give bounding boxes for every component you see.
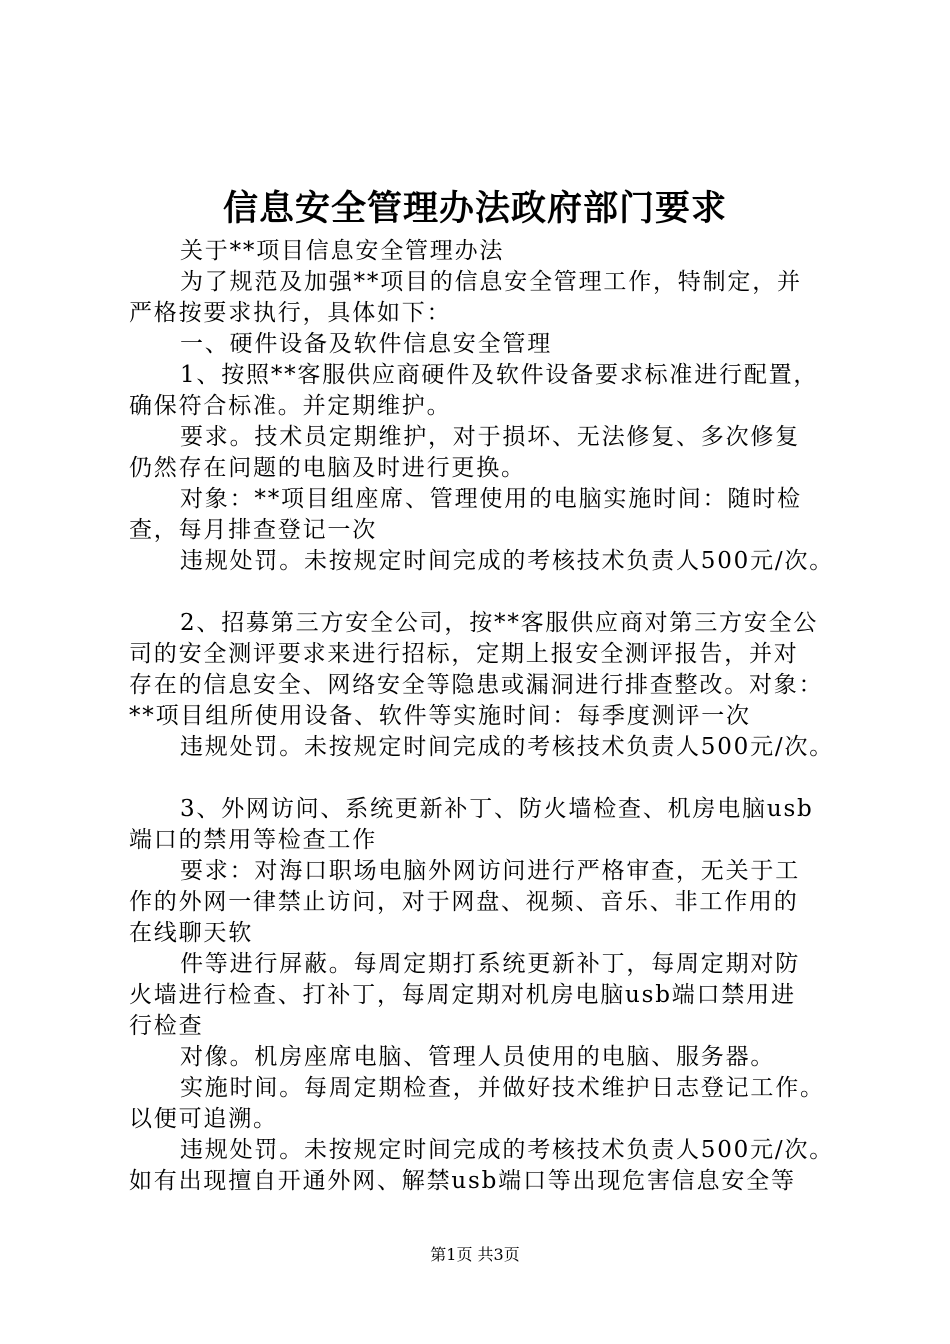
body-line: 违规处罚。未按规定时间完成的考核技术负责人500元/次。 bbox=[180, 1137, 835, 1163]
body-line: 如有出现擅自开通外网、解禁usb端口等出现危害信息安全等 bbox=[129, 1168, 796, 1194]
body-line: 关于**项目信息安全管理办法 bbox=[180, 238, 505, 264]
body-line: 要求：对海口职场电脑外网访问进行严格审查，无关于工 bbox=[180, 858, 800, 884]
body-line: 存在的信息安全、网络安全等隐患或漏洞进行排查整改。对象： bbox=[129, 672, 824, 698]
body-line: 为了规范及加强**项目的信息安全管理工作，特制定，并 bbox=[180, 269, 802, 295]
body-line: 在线聊天软 bbox=[129, 920, 253, 946]
body-line: 以便可追溯。 bbox=[129, 1106, 278, 1132]
body-line: 件等进行屏蔽。每周定期打系统更新补丁，每周定期对防 bbox=[180, 951, 800, 977]
body-line: **项目组所使用设备、软件等实施时间：每季度测评一次 bbox=[129, 703, 751, 729]
body-line: 1、按照**客服供应商硬件及软件设备要求标准进行配置， bbox=[180, 362, 819, 388]
body-line: 作的外网一律禁止访问，对于网盘、视频、音乐、非工作用的 bbox=[129, 889, 799, 915]
document-title: 信息安全管理办法政府部门要求 bbox=[222, 188, 727, 229]
page-number-footer: 第1页 共3页 bbox=[430, 1245, 520, 1264]
body-line: 行检查 bbox=[129, 1013, 204, 1039]
body-line: 查，每月排查登记一次 bbox=[129, 517, 377, 543]
blank-line bbox=[129, 763, 837, 794]
body-line: 实施时间。每周定期检查，并做好技术维护日志登记工作。 bbox=[180, 1075, 825, 1101]
body-line: 端口的禁用等检查工作 bbox=[129, 827, 377, 853]
body-line: 违规处罚。未按规定时间完成的考核技术负责人500元/次。 bbox=[180, 734, 835, 760]
body-line: 违规处罚。未按规定时间完成的考核技术负责人500元/次。 bbox=[180, 548, 835, 574]
body-line: 严格按要求执行，具体如下： bbox=[129, 300, 452, 326]
body-line: 2、招募第三方安全公司，按**客服供应商对第三方安全公 bbox=[180, 610, 819, 636]
blank-line bbox=[129, 577, 837, 608]
body-line: 仍然存在问题的电脑及时进行更换。 bbox=[129, 455, 526, 481]
body-line: 一、硬件设备及软件信息安全管理 bbox=[180, 331, 552, 357]
body-line: 对象：**项目组座席、管理使用的电脑实施时间：随时检 bbox=[180, 486, 802, 512]
body-line: 火墙进行检查、打补丁，每周定期对机房电脑usb端口禁用进 bbox=[129, 982, 796, 1008]
body-line: 对像。机房座席电脑、管理人员使用的电脑、服务器。 bbox=[180, 1044, 776, 1070]
body-line: 确保符合标准。并定期维护。 bbox=[129, 393, 452, 419]
body-line: 司的安全测评要求来进行招标，定期上报安全测评报告，并对 bbox=[129, 641, 799, 667]
body-line: 3、外网访问、系统更新补丁、防火墙检查、机房电脑usb bbox=[180, 796, 814, 822]
document-body bbox=[129, 236, 837, 1197]
body-line: 要求。技术员定期维护，对于损坏、无法修复、多次修复 bbox=[180, 424, 800, 450]
